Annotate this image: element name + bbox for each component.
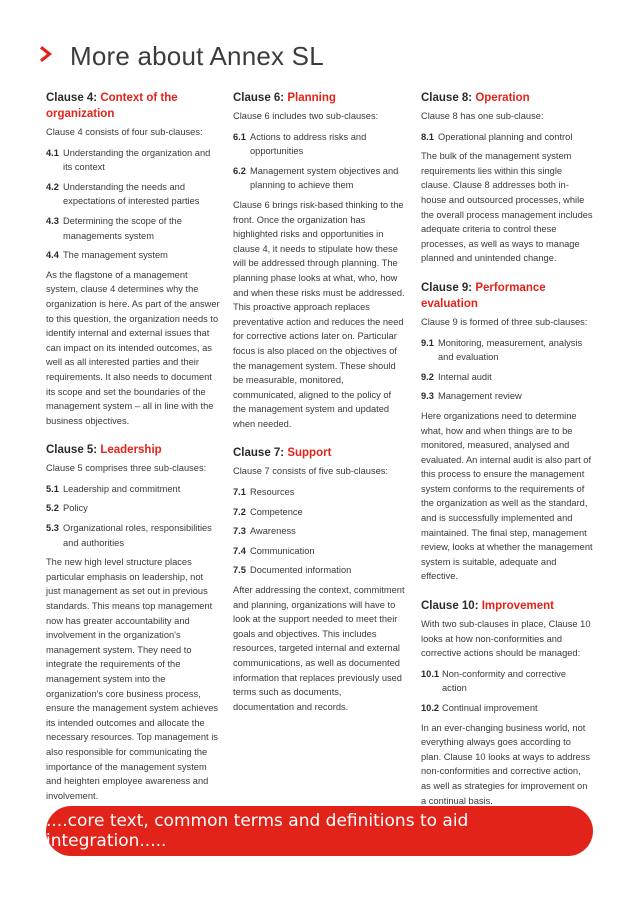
sub-clause-item: 4.2 Understanding the needs and expectations of interested parties <box>46 181 200 207</box>
clause-7-body: After addressing the context, commitment and planning, organizations will have to look at the support needed to meet their goals and objectives. This includes resources, targeted internal and external communications, as well as documented information that replaces previously used terms such as documents, documentation and records. <box>233 585 405 712</box>
sub-clause-item: 6.2 Management system objectives and planning to achieve them <box>233 165 399 191</box>
clause-9-heading: Clause 9: Performance evaluation <box>421 281 546 310</box>
column-1 <box>46 90 220 817</box>
clause-9-intro: Clause 9 is formed of three sub-clauses: <box>421 316 588 327</box>
sub-clause-item: 4.4 The management system <box>46 250 168 261</box>
footer-banner <box>46 806 593 856</box>
clause-10-section <box>421 598 593 808</box>
clause-4-section <box>46 90 220 428</box>
clause-9-section <box>421 280 593 584</box>
sub-clause-item: 9.3 Management review <box>421 391 522 402</box>
sub-clause-item: 7.4 Communication <box>233 545 315 556</box>
sub-clause-item: 10.1 Non-conformity and corrective action <box>421 668 567 694</box>
sub-clause-item: 5.2 Policy <box>46 503 88 514</box>
sub-clause-item: 5.3 Organizational roles, responsibilities and authorities <box>46 523 212 548</box>
clause-8-body: The bulk of the management system requirements lies within this single clause. Clause 8 addresses both in-house and outsourced processes, while the overall process management includes adequate criteria to control these processes, as well as ways to manage planned and unintended change. <box>421 151 593 264</box>
column-2 <box>233 90 405 728</box>
page-header <box>40 40 324 72</box>
clause-5-intro: Clause 5 comprises three sub-clauses: <box>46 463 207 474</box>
sub-clause-item: 9.1 Monitoring, measurement, analysis and evaluation <box>421 337 583 363</box>
clause-4-intro: Clause 4 consists of four sub-clauses: <box>46 127 203 137</box>
sub-clause-item: 7.3 Awareness <box>233 526 296 537</box>
clause-8-heading: Clause 8: Operation <box>421 92 530 104</box>
sub-clause-item: 7.1 Resources <box>233 487 295 498</box>
sub-clause-item: 7.5 Documented information <box>233 565 352 576</box>
sub-clause-item: 8.1 Operational planning and control <box>421 131 573 142</box>
clause-4-heading: Clause 4: Context of the organization <box>46 92 178 120</box>
clause-10-body: In an ever-changing business world, not everything always goes according to plan. Clause 10 looks at ways to address non-conformities and corrective action, as well as strategies for improvement on a continual basis. <box>421 722 590 806</box>
clause-5-heading: Clause 5: Leadership <box>46 444 162 457</box>
clause-10-intro: With two sub-clauses in place, Clause 10 looks at how non-conformities and corrective actions should be managed: <box>421 619 591 659</box>
sub-clause-item: 10.2 Continual improvement <box>421 703 538 713</box>
sub-clause-item: 9.2 Internal audit <box>421 371 492 382</box>
clause-10-heading: Clause 10: Improvement <box>421 600 554 613</box>
sub-clause-item: 4.3 Determining the scope of the managements system <box>46 215 182 241</box>
clause-6-intro: Clause 6 includes two sub-clauses: <box>233 111 379 121</box>
clause-8-intro: Clause 8 has one sub-clause: <box>421 111 544 121</box>
clause-5-section <box>46 442 220 803</box>
column-3 <box>421 90 593 822</box>
clause-4-body: As the flagstone of a management system, clause 4 determines why the organization is here. As part of the answer to this question, the organization needs to identify internal and external issues that can impact on its intended outcomes, as well as all interested parties and their requirements. It also needs to document its scope and set the boundaries of the management system – all in line with the business objectives. <box>46 269 220 426</box>
clause-6-section <box>233 90 405 431</box>
page-title: More about Annex SL <box>70 40 324 71</box>
sub-clause-item: 6.1 Actions to address risks and opportunities <box>233 131 367 157</box>
sub-clause-item: 5.1 Leadership and commitment <box>46 483 181 494</box>
clause-7-section <box>233 445 405 714</box>
banner-text: ....core text, common terms and definitions to aid integration..... <box>46 811 469 851</box>
clause-9-body: Here organizations need to determine what, how and when things are to be monitored, measured, analysed and evaluated. An internal audit is also part of this process to ensure the management system conforms to the requirements of the organization as well as the standard, and is successfully implemented and maintained. The final step, management review, looks at whether the management system is suitable, adequate and effective. <box>421 410 593 582</box>
clause-7-intro: Clause 7 consists of five sub-clauses: <box>233 466 389 477</box>
clause-8-section <box>421 90 593 266</box>
clause-6-heading: Clause 6: Planning <box>233 92 336 104</box>
clause-5-body: The new high level structure places particular emphasis on leadership, not just management as set out in previous standards. This means top management now has greater accountability and involvement in the organization's management system. They need to integrate the requirements of the management system into the organization's core business process, ensure the management system achieves its intended outcomes and allocate the necessary resources. Top management is also responsible for communicating the importance of the management system and heighten employee awareness and involvement. <box>46 557 219 801</box>
sub-clause-item: 4.1 Understanding the organization and its context <box>46 147 211 173</box>
sub-clause-item: 7.2 Competence <box>233 506 303 517</box>
clause-7-heading: Clause 7: Support <box>233 447 332 460</box>
chevron-right-icon <box>40 45 54 68</box>
clause-6-body: Clause 6 brings risk-based thinking to the front. Once the organization has highlighted risks and opportunities in clause 4, it needs to stipulate how these will be addressed through planning. The planning phase looks at what, who, how and when these risks must be addressed. This proactive approach replaces preventative action and reduces the need for corrective actions later on. Particular focus is also placed on the objectives of the management system. These should be measurable, monitored, communicated, aligned to the policy of the management system and updated when needed. <box>233 199 405 429</box>
